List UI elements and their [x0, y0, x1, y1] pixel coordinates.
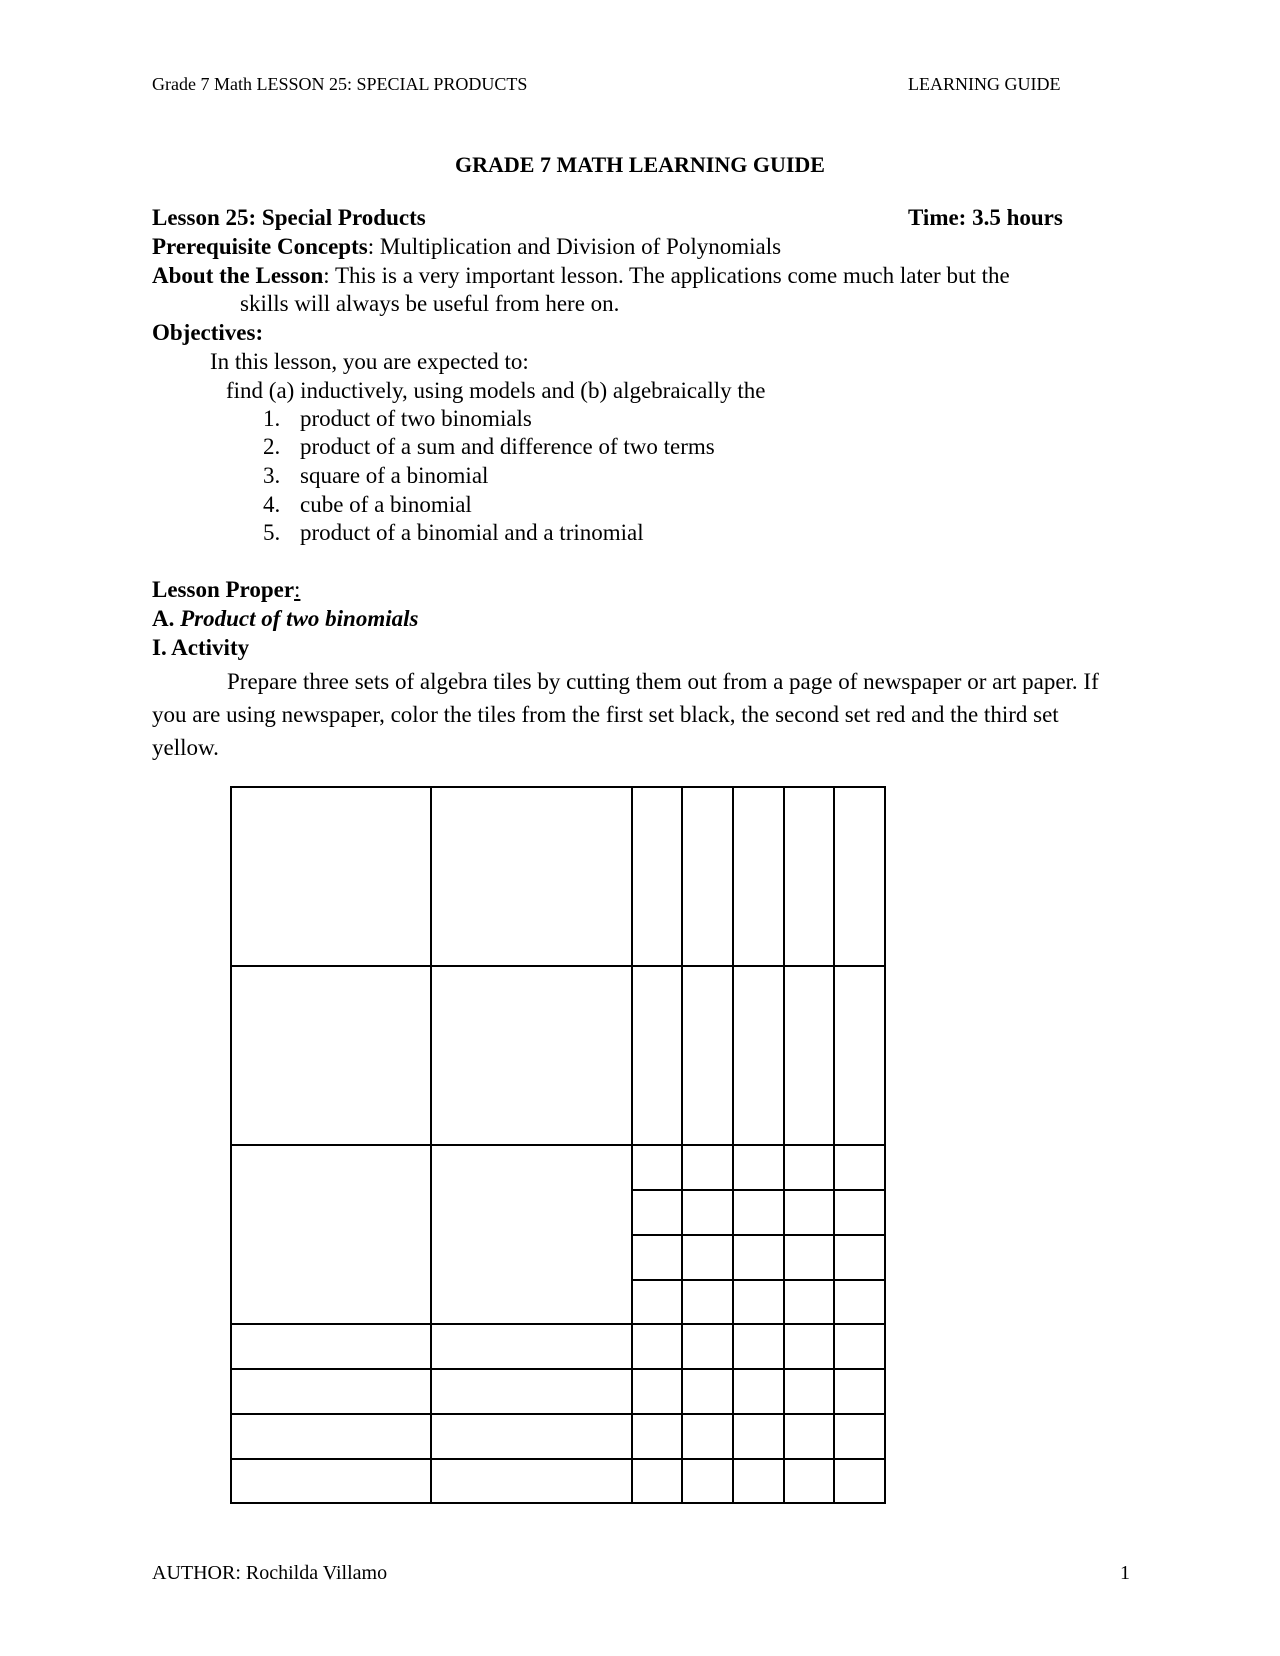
objective-text-4: cube of a binomial — [300, 492, 472, 517]
objectives-intro: In this lesson, you are expected to: — [210, 349, 529, 374]
prerequisite-line — [152, 234, 781, 260]
objective-num-3: 3. — [263, 463, 281, 488]
activity-paragraph: Prepare three sets of algebra tiles by cutting them out from a page of newspaper or art paper. If you are using newspaper, color the tiles from the first set black, the second set red and the third set yellow. — [152, 669, 1099, 760]
objective-text-3: square of a binomial — [300, 463, 489, 488]
header-left: Grade 7 Math LESSON 25: SPECIAL PRODUCTS — [152, 74, 528, 94]
objective-num-1: 1. — [263, 406, 281, 431]
footer-page-number: 1 — [1120, 1562, 1130, 1584]
about-text-line1: : This is a very important lesson. The applications come much later but the — [323, 263, 1010, 288]
section-heading — [152, 606, 418, 632]
section-title: Product of two binomials — [180, 606, 419, 631]
objective-text-5: product of a binomial and a trinomial — [300, 520, 644, 545]
objectives-label: Objectives: — [152, 320, 264, 345]
header-right: LEARNING GUIDE — [908, 74, 1061, 94]
activity-heading: I. Activity — [152, 635, 250, 660]
page-title: GRADE 7 MATH LEARNING GUIDE — [455, 152, 825, 177]
lesson-name: Lesson 25: Special Products — [152, 205, 426, 230]
lesson-proper-colon: : — [294, 577, 301, 602]
objectives-sub-intro: find (a) inductively, using models and (b) algebraically the — [226, 378, 766, 403]
algebra-tiles-figure — [230, 786, 886, 1504]
prerequisite-label: Prerequisite Concepts — [152, 234, 368, 259]
about-label: About the Lesson — [152, 263, 324, 288]
lesson-proper-label: Lesson Proper — [152, 577, 295, 602]
objective-num-5: 5. — [263, 520, 281, 545]
algebra-tiles-svg — [230, 786, 886, 1504]
objective-num-2: 2. — [263, 434, 281, 459]
about-line — [152, 263, 1010, 289]
lesson-time: Time: 3.5 hours — [908, 205, 1063, 230]
section-letter: A. — [152, 606, 175, 631]
objective-text-2: product of a sum and difference of two terms — [300, 434, 715, 459]
prerequisite-text: : Multiplication and Division of Polynomials — [367, 234, 782, 259]
objective-num-4: 4. — [263, 492, 281, 517]
lesson-proper-heading — [152, 577, 300, 603]
footer-author: AUTHOR: Rochilda Villamo — [152, 1562, 388, 1584]
objective-text-1: product of two binomials — [300, 406, 532, 431]
about-text-line2: skills will always be useful from here on. — [240, 291, 620, 316]
